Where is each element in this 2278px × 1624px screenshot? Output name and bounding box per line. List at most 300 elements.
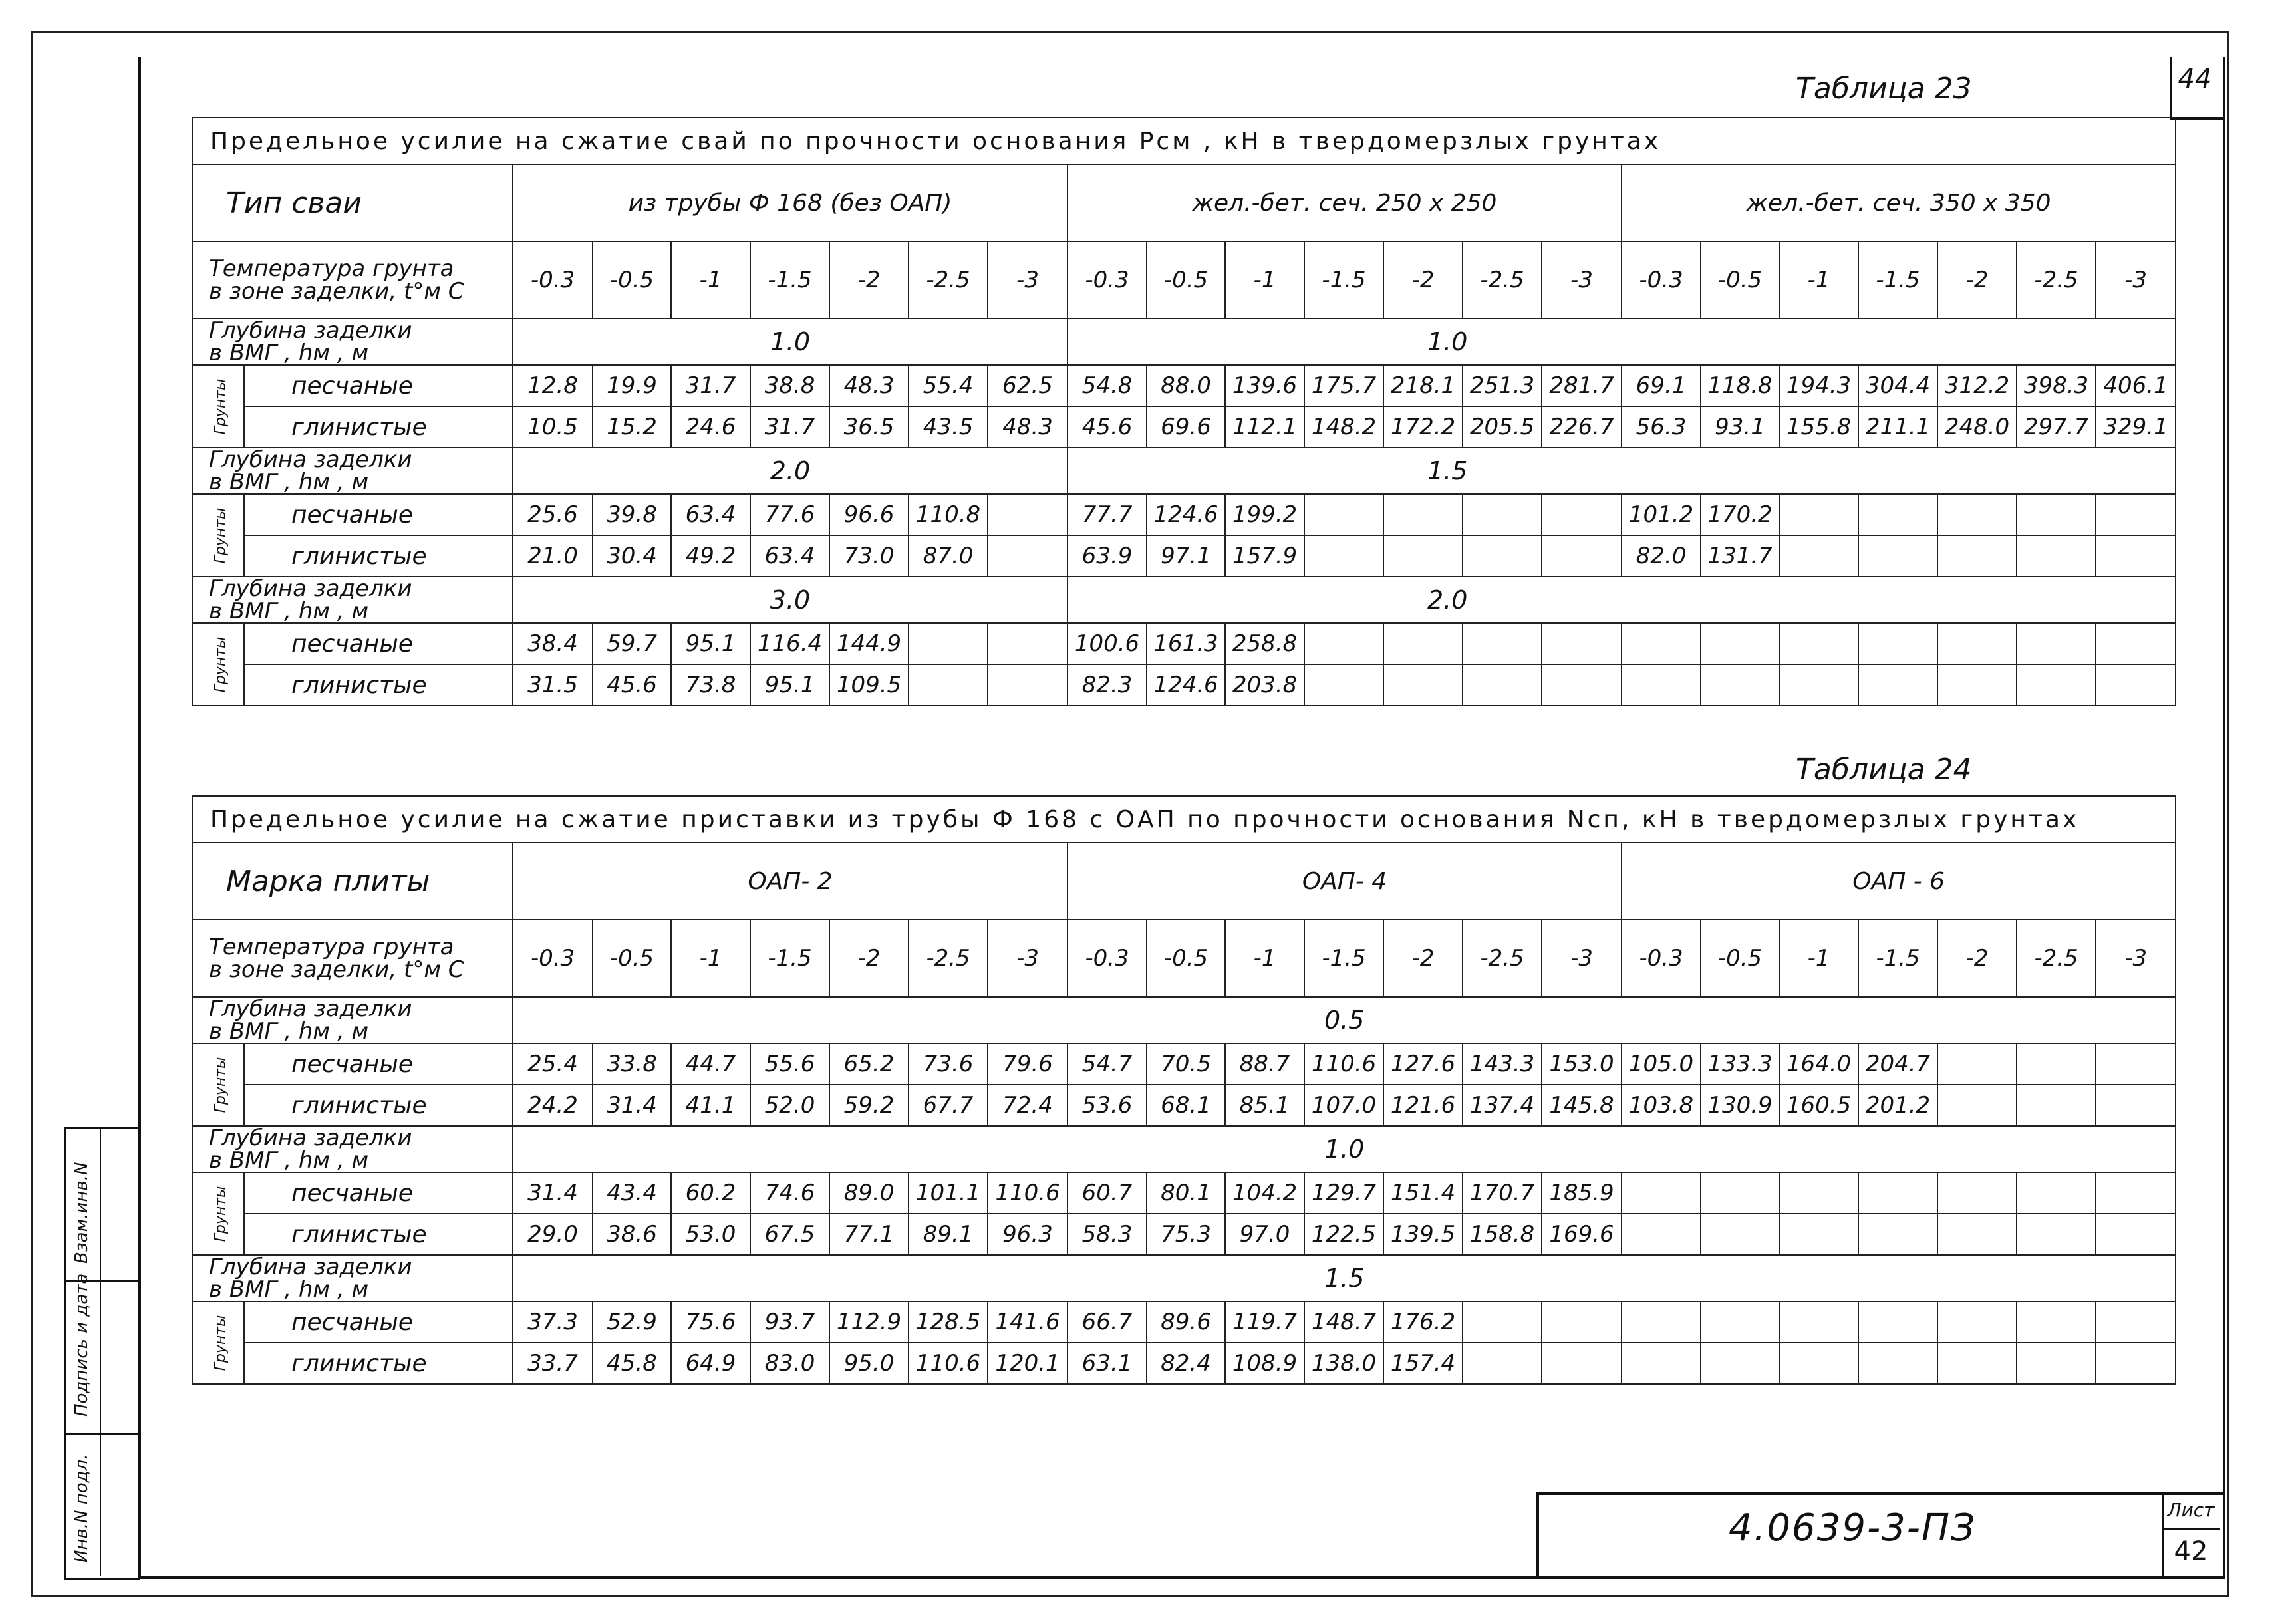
value-cell: 96.3 <box>988 1214 1068 1255</box>
value-cell <box>1383 623 1463 664</box>
value-cell: 19.9 <box>593 365 671 406</box>
temperature-cell: -2 <box>829 241 909 319</box>
temperature-cell: -1.5 <box>1858 241 1937 319</box>
value-cell: 148.2 <box>1304 406 1383 448</box>
table-row <box>192 406 2176 448</box>
value-cell <box>909 623 988 664</box>
value-cell: 82.4 <box>1147 1343 1225 1384</box>
value-cell: 83.0 <box>750 1343 829 1384</box>
temperature-cell: -2 <box>1937 920 2017 997</box>
value-cell <box>1779 664 1858 706</box>
value-cell: 120.1 <box>988 1343 1068 1384</box>
value-cell: 251.3 <box>1463 365 1542 406</box>
sheet-box-divider <box>2162 1528 2220 1530</box>
soil-group-label <box>192 365 244 448</box>
value-cell <box>1937 1214 2017 1255</box>
value-cell <box>909 664 988 706</box>
value-cell: 312.2 <box>1937 365 2017 406</box>
value-cell <box>2017 1085 2096 1126</box>
value-cell: 73.6 <box>909 1043 988 1085</box>
table-row <box>192 1301 2176 1343</box>
temperature-cell: -0.5 <box>1147 241 1225 319</box>
temperature-label-line2: в зоне заделки, t°м С <box>209 956 464 983</box>
value-cell: 93.7 <box>750 1301 829 1343</box>
value-cell: 104.2 <box>1225 1172 1304 1214</box>
value-cell <box>2096 1085 2176 1126</box>
value-cell: 69.6 <box>1147 406 1225 448</box>
temperature-cell: -2 <box>1383 920 1463 997</box>
value-cell: 139.6 <box>1225 365 1304 406</box>
value-cell: 203.8 <box>1225 664 1304 706</box>
group-header-row <box>192 164 2176 241</box>
value-cell <box>1304 623 1383 664</box>
value-cell: 108.9 <box>1225 1343 1304 1384</box>
value-cell <box>1779 1214 1858 1255</box>
value-cell <box>1542 664 1622 706</box>
table-row <box>192 623 2176 664</box>
value-cell <box>1937 1343 2017 1384</box>
table24-caption: Таблица 24 <box>1796 753 1972 787</box>
value-cell: 52.9 <box>593 1301 671 1343</box>
value-cell: 122.5 <box>1304 1214 1383 1255</box>
depth-value: 2.0 <box>1068 577 2176 623</box>
value-cell: 138.0 <box>1304 1343 1383 1384</box>
value-cell: 248.0 <box>1937 406 2017 448</box>
value-cell: 67.7 <box>909 1085 988 1126</box>
soil-group-label <box>192 494 244 577</box>
temperature-cell: -0.5 <box>1147 920 1225 997</box>
value-cell <box>1779 1172 1858 1214</box>
value-cell <box>1779 535 1858 577</box>
sheet-label: Лист <box>2167 1499 2215 1521</box>
value-cell: 63.1 <box>1068 1343 1147 1384</box>
value-cell: 12.8 <box>513 365 593 406</box>
group-header: жел.-бет. сеч. 350 х 350 <box>1622 164 2176 241</box>
type-label: Марка плиты <box>192 843 513 920</box>
value-cell: 68.1 <box>1147 1085 1225 1126</box>
temperature-cell: -2 <box>1383 241 1463 319</box>
temperature-cell: -0.3 <box>1068 241 1147 319</box>
value-cell: 29.0 <box>513 1214 593 1255</box>
value-cell: 59.7 <box>593 623 671 664</box>
depth-label-line2: в ВМГ , hм , м <box>209 340 369 365</box>
table-row <box>192 1214 2176 1255</box>
value-cell <box>2096 1172 2176 1214</box>
value-cell <box>2096 1043 2176 1085</box>
value-cell: 155.8 <box>1779 406 1858 448</box>
depth-label <box>192 1126 513 1172</box>
sheet-number: 42 <box>2174 1536 2208 1567</box>
value-cell: 25.4 <box>513 1043 593 1085</box>
value-cell <box>2017 623 2096 664</box>
value-cell: 133.3 <box>1701 1043 1779 1085</box>
value-cell <box>1542 494 1622 535</box>
value-cell: 170.2 <box>1701 494 1779 535</box>
value-cell: 172.2 <box>1383 406 1463 448</box>
value-cell <box>2017 664 2096 706</box>
value-cell: 199.2 <box>1225 494 1304 535</box>
soil-type-label: песчаные <box>244 1172 513 1214</box>
value-cell <box>1937 1172 2017 1214</box>
sidebar-label-replacement: Взам.инв.N <box>72 1162 92 1264</box>
value-cell <box>2017 1301 2096 1343</box>
value-cell: 45.8 <box>593 1343 671 1384</box>
depth-label-line2: в ВМГ , hм , м <box>209 1018 369 1043</box>
soil-group-label <box>192 1301 244 1384</box>
temperature-cell: -3 <box>2096 920 2176 997</box>
table-row <box>192 1343 2176 1384</box>
value-cell: 74.6 <box>750 1172 829 1214</box>
group-header: ОАП- 2 <box>513 843 1068 920</box>
value-cell: 87.0 <box>909 535 988 577</box>
value-cell <box>1701 623 1779 664</box>
value-cell <box>1622 623 1701 664</box>
value-cell <box>1463 494 1542 535</box>
temperature-cell: -1 <box>671 920 750 997</box>
table-title: Предельное усилие на сжатие свай по прочности основания Рсм , кН в твердомерзлых грунтах <box>192 118 2176 164</box>
value-cell <box>1383 664 1463 706</box>
depth-value: 1.0 <box>513 1126 2176 1172</box>
value-cell: 124.6 <box>1147 494 1225 535</box>
soil-type-label: песчаные <box>244 1301 513 1343</box>
value-cell: 97.1 <box>1147 535 1225 577</box>
soil-group-label <box>192 1043 244 1126</box>
page-number: 44 <box>2178 64 2212 94</box>
depth-label-line1: Глубина заделки <box>209 577 412 602</box>
value-cell: 112.9 <box>829 1301 909 1343</box>
value-cell: 75.3 <box>1147 1214 1225 1255</box>
value-cell: 66.7 <box>1068 1301 1147 1343</box>
value-cell <box>1858 664 1937 706</box>
value-cell <box>2017 535 2096 577</box>
value-cell <box>2017 1172 2096 1214</box>
temperature-cell: -2.5 <box>1463 241 1542 319</box>
value-cell: 38.4 <box>513 623 593 664</box>
value-cell <box>1463 664 1542 706</box>
sidebar-divider <box>100 1127 101 1576</box>
value-cell: 60.7 <box>1068 1172 1147 1214</box>
soil-type-label: песчаные <box>244 623 513 664</box>
table-row <box>192 664 2176 706</box>
soil-type-label: глинистые <box>244 664 513 706</box>
value-cell: 79.6 <box>988 1043 1068 1085</box>
value-cell: 157.4 <box>1383 1343 1463 1384</box>
value-cell: 116.4 <box>750 623 829 664</box>
value-cell <box>2096 1301 2176 1343</box>
temperature-cell: -1.5 <box>1304 920 1383 997</box>
value-cell: 194.3 <box>1779 365 1858 406</box>
type-label: Тип сваи <box>192 164 513 241</box>
value-cell <box>1304 535 1383 577</box>
soil-group-text: Грунты <box>212 1186 229 1242</box>
depth-value: 1.5 <box>1068 448 2176 494</box>
value-cell <box>2096 535 2176 577</box>
depth-label-line2: в ВМГ , hм , м <box>209 1147 369 1172</box>
value-cell: 45.6 <box>1068 406 1147 448</box>
table24 <box>192 795 2176 1385</box>
temperature-cell: -3 <box>1542 241 1622 319</box>
value-cell <box>1383 535 1463 577</box>
value-cell: 24.2 <box>513 1085 593 1126</box>
soil-type-label: глинистые <box>244 1343 513 1384</box>
soil-type-label: песчаные <box>244 494 513 535</box>
value-cell <box>1463 1343 1542 1384</box>
value-cell: 211.1 <box>1858 406 1937 448</box>
temperature-cell: -2 <box>1937 241 2017 319</box>
value-cell: 54.7 <box>1068 1043 1147 1085</box>
value-cell: 77.6 <box>750 494 829 535</box>
value-cell: 148.7 <box>1304 1301 1383 1343</box>
value-cell: 31.4 <box>593 1085 671 1126</box>
value-cell: 30.4 <box>593 535 671 577</box>
table-row <box>192 494 2176 535</box>
value-cell: 103.8 <box>1622 1085 1701 1126</box>
value-cell <box>1858 494 1937 535</box>
table-row <box>192 535 2176 577</box>
value-cell: 100.6 <box>1068 623 1147 664</box>
value-cell <box>988 664 1068 706</box>
value-cell: 297.7 <box>2017 406 2096 448</box>
depth-row <box>192 577 2176 623</box>
soil-type-label: глинистые <box>244 1214 513 1255</box>
depth-row <box>192 448 2176 494</box>
temperature-cell: -1 <box>1779 241 1858 319</box>
value-cell: 88.7 <box>1225 1043 1304 1085</box>
value-cell: 153.0 <box>1542 1043 1622 1085</box>
depth-value: 1.0 <box>513 319 1068 365</box>
depth-label-line1: Глубина заделки <box>209 448 412 473</box>
value-cell: 170.7 <box>1463 1172 1542 1214</box>
depth-label-line2: в ВМГ , hм , м <box>209 469 369 494</box>
temperature-label <box>192 241 513 319</box>
value-cell: 59.2 <box>829 1085 909 1126</box>
value-cell <box>1542 623 1622 664</box>
value-cell: 24.6 <box>671 406 750 448</box>
temperature-label-line1: Температура грунта <box>209 934 454 960</box>
group-header: ОАП - 6 <box>1622 843 2176 920</box>
value-cell: 39.8 <box>593 494 671 535</box>
temperature-cell: -0.5 <box>593 920 671 997</box>
value-cell: 80.1 <box>1147 1172 1225 1214</box>
soil-group-text: Грунты <box>212 636 229 692</box>
soil-group-text: Грунты <box>212 507 229 563</box>
value-cell: 157.9 <box>1225 535 1304 577</box>
value-cell: 95.0 <box>829 1343 909 1384</box>
depth-label <box>192 1255 513 1301</box>
depth-value: 1.0 <box>1068 319 2176 365</box>
value-cell <box>1858 1343 1937 1384</box>
document-code: 4.0639-3-ПЗ <box>1729 1506 1976 1550</box>
value-cell: 158.8 <box>1463 1214 1542 1255</box>
value-cell: 67.5 <box>750 1214 829 1255</box>
table-title: Предельное усилие на сжатие приставки из трубы Ф 168 с ОАП по прочности основания Nсп, кН в твердомерзлых грунтах <box>192 796 2176 843</box>
value-cell <box>1858 1172 1937 1214</box>
table-row <box>192 365 2176 406</box>
value-cell: 33.7 <box>513 1343 593 1384</box>
value-cell <box>2096 623 2176 664</box>
value-cell: 21.0 <box>513 535 593 577</box>
temperature-cell: -1.5 <box>1858 920 1937 997</box>
value-cell: 144.9 <box>829 623 909 664</box>
value-cell: 107.0 <box>1304 1085 1383 1126</box>
sidebar-label-signature: Подпись и дата <box>72 1273 92 1417</box>
value-cell <box>988 535 1068 577</box>
value-cell: 151.4 <box>1383 1172 1463 1214</box>
depth-label-line1: Глубина заделки <box>209 1126 412 1151</box>
value-cell <box>2096 664 2176 706</box>
value-cell: 201.2 <box>1858 1085 1937 1126</box>
value-cell: 160.5 <box>1779 1085 1858 1126</box>
value-cell <box>1304 664 1383 706</box>
temperature-cell: -2.5 <box>2017 241 2096 319</box>
value-cell <box>1542 1301 1622 1343</box>
value-cell <box>2017 1343 2096 1384</box>
value-cell <box>1779 623 1858 664</box>
value-cell <box>1622 1343 1701 1384</box>
depth-row <box>192 1255 2176 1301</box>
value-cell <box>2096 1343 2176 1384</box>
value-cell: 169.6 <box>1542 1214 1622 1255</box>
value-cell <box>1858 623 1937 664</box>
depth-row <box>192 1126 2176 1172</box>
value-cell: 38.8 <box>750 365 829 406</box>
value-cell: 101.1 <box>909 1172 988 1214</box>
value-cell: 131.7 <box>1701 535 1779 577</box>
value-cell: 37.3 <box>513 1301 593 1343</box>
value-cell <box>1701 664 1779 706</box>
value-cell: 161.3 <box>1147 623 1225 664</box>
value-cell: 60.2 <box>671 1172 750 1214</box>
value-cell: 25.6 <box>513 494 593 535</box>
value-cell: 130.9 <box>1701 1085 1779 1126</box>
value-cell: 139.5 <box>1383 1214 1463 1255</box>
value-cell <box>1542 1343 1622 1384</box>
temperature-label-line2: в зоне заделки, t°м С <box>209 278 464 305</box>
value-cell: 110.6 <box>1304 1043 1383 1085</box>
value-cell: 97.0 <box>1225 1214 1304 1255</box>
value-cell: 64.9 <box>671 1343 750 1384</box>
temperature-cell: -1 <box>671 241 750 319</box>
value-cell <box>1937 664 2017 706</box>
temperature-cell: -0.3 <box>513 920 593 997</box>
depth-value: 2.0 <box>513 448 1068 494</box>
group-header: из трубы Ф 168 (без ОАП) <box>513 164 1068 241</box>
value-cell: 205.5 <box>1463 406 1542 448</box>
value-cell <box>1463 1301 1542 1343</box>
value-cell <box>1622 1172 1701 1214</box>
temperature-cell: -0.3 <box>1068 920 1147 997</box>
value-cell: 45.6 <box>593 664 671 706</box>
temperature-cell: -0.5 <box>593 241 671 319</box>
soil-group-text: Грунты <box>212 1315 229 1371</box>
value-cell: 185.9 <box>1542 1172 1622 1214</box>
value-cell: 112.1 <box>1225 406 1304 448</box>
soil-group-label <box>192 623 244 706</box>
temperature-cell: -0.5 <box>1701 920 1779 997</box>
value-cell: 77.7 <box>1068 494 1147 535</box>
value-cell: 73.0 <box>829 535 909 577</box>
value-cell: 145.8 <box>1542 1085 1622 1126</box>
value-cell: 15.2 <box>593 406 671 448</box>
temperature-cell: -2.5 <box>1463 920 1542 997</box>
value-cell <box>2017 1043 2096 1085</box>
temperature-cell: -3 <box>2096 241 2176 319</box>
depth-value: 3.0 <box>513 577 1068 623</box>
soil-group-text: Грунты <box>212 1057 229 1113</box>
value-cell: 48.3 <box>829 365 909 406</box>
value-cell: 89.0 <box>829 1172 909 1214</box>
value-cell: 109.5 <box>829 664 909 706</box>
soil-group-text: Грунты <box>212 378 229 434</box>
value-cell: 53.0 <box>671 1214 750 1255</box>
value-cell <box>2096 494 2176 535</box>
value-cell: 110.6 <box>988 1172 1068 1214</box>
value-cell: 41.1 <box>671 1085 750 1126</box>
table23 <box>192 117 2176 706</box>
value-cell: 31.7 <box>671 365 750 406</box>
value-cell: 75.6 <box>671 1301 750 1343</box>
temperature-cell: -3 <box>988 920 1068 997</box>
value-cell: 48.3 <box>988 406 1068 448</box>
depth-row <box>192 319 2176 365</box>
value-cell <box>988 494 1068 535</box>
value-cell: 121.6 <box>1383 1085 1463 1126</box>
table-row <box>192 1172 2176 1214</box>
value-cell: 10.5 <box>513 406 593 448</box>
value-cell: 55.6 <box>750 1043 829 1085</box>
depth-label <box>192 448 513 494</box>
value-cell <box>1463 623 1542 664</box>
value-cell: 77.1 <box>829 1214 909 1255</box>
value-cell: 128.5 <box>909 1301 988 1343</box>
value-cell <box>2017 494 2096 535</box>
value-cell <box>2096 1214 2176 1255</box>
value-cell: 63.4 <box>671 494 750 535</box>
value-cell <box>1383 494 1463 535</box>
value-cell <box>1937 1301 2017 1343</box>
value-cell: 31.4 <box>513 1172 593 1214</box>
depth-label-line2: в ВМГ , hм , м <box>209 1276 369 1301</box>
value-cell: 329.1 <box>2096 406 2176 448</box>
value-cell <box>1858 1214 1937 1255</box>
value-cell: 82.0 <box>1622 535 1701 577</box>
group-header: жел.-бет. сеч. 250 х 250 <box>1068 164 1622 241</box>
temperature-cell: -2 <box>829 920 909 997</box>
value-cell: 281.7 <box>1542 365 1622 406</box>
value-cell <box>1304 494 1383 535</box>
value-cell <box>1701 1214 1779 1255</box>
value-cell: 96.6 <box>829 494 909 535</box>
value-cell: 63.9 <box>1068 535 1147 577</box>
depth-row <box>192 997 2176 1043</box>
value-cell: 129.7 <box>1304 1172 1383 1214</box>
value-cell: 118.8 <box>1701 365 1779 406</box>
value-cell <box>1779 1343 1858 1384</box>
depth-label-line2: в ВМГ , hм , м <box>209 598 369 623</box>
temperature-cell: -0.5 <box>1701 241 1779 319</box>
depth-value: 0.5 <box>513 997 2176 1043</box>
value-cell: 164.0 <box>1779 1043 1858 1085</box>
temperature-cell: -1 <box>1779 920 1858 997</box>
depth-label <box>192 319 513 365</box>
value-cell: 89.6 <box>1147 1301 1225 1343</box>
value-cell: 56.3 <box>1622 406 1701 448</box>
value-cell: 54.8 <box>1068 365 1147 406</box>
value-cell: 137.4 <box>1463 1085 1542 1126</box>
temperature-cell: -2.5 <box>2017 920 2096 997</box>
temperature-cell: -0.3 <box>1622 241 1701 319</box>
value-cell: 85.1 <box>1225 1085 1304 1126</box>
